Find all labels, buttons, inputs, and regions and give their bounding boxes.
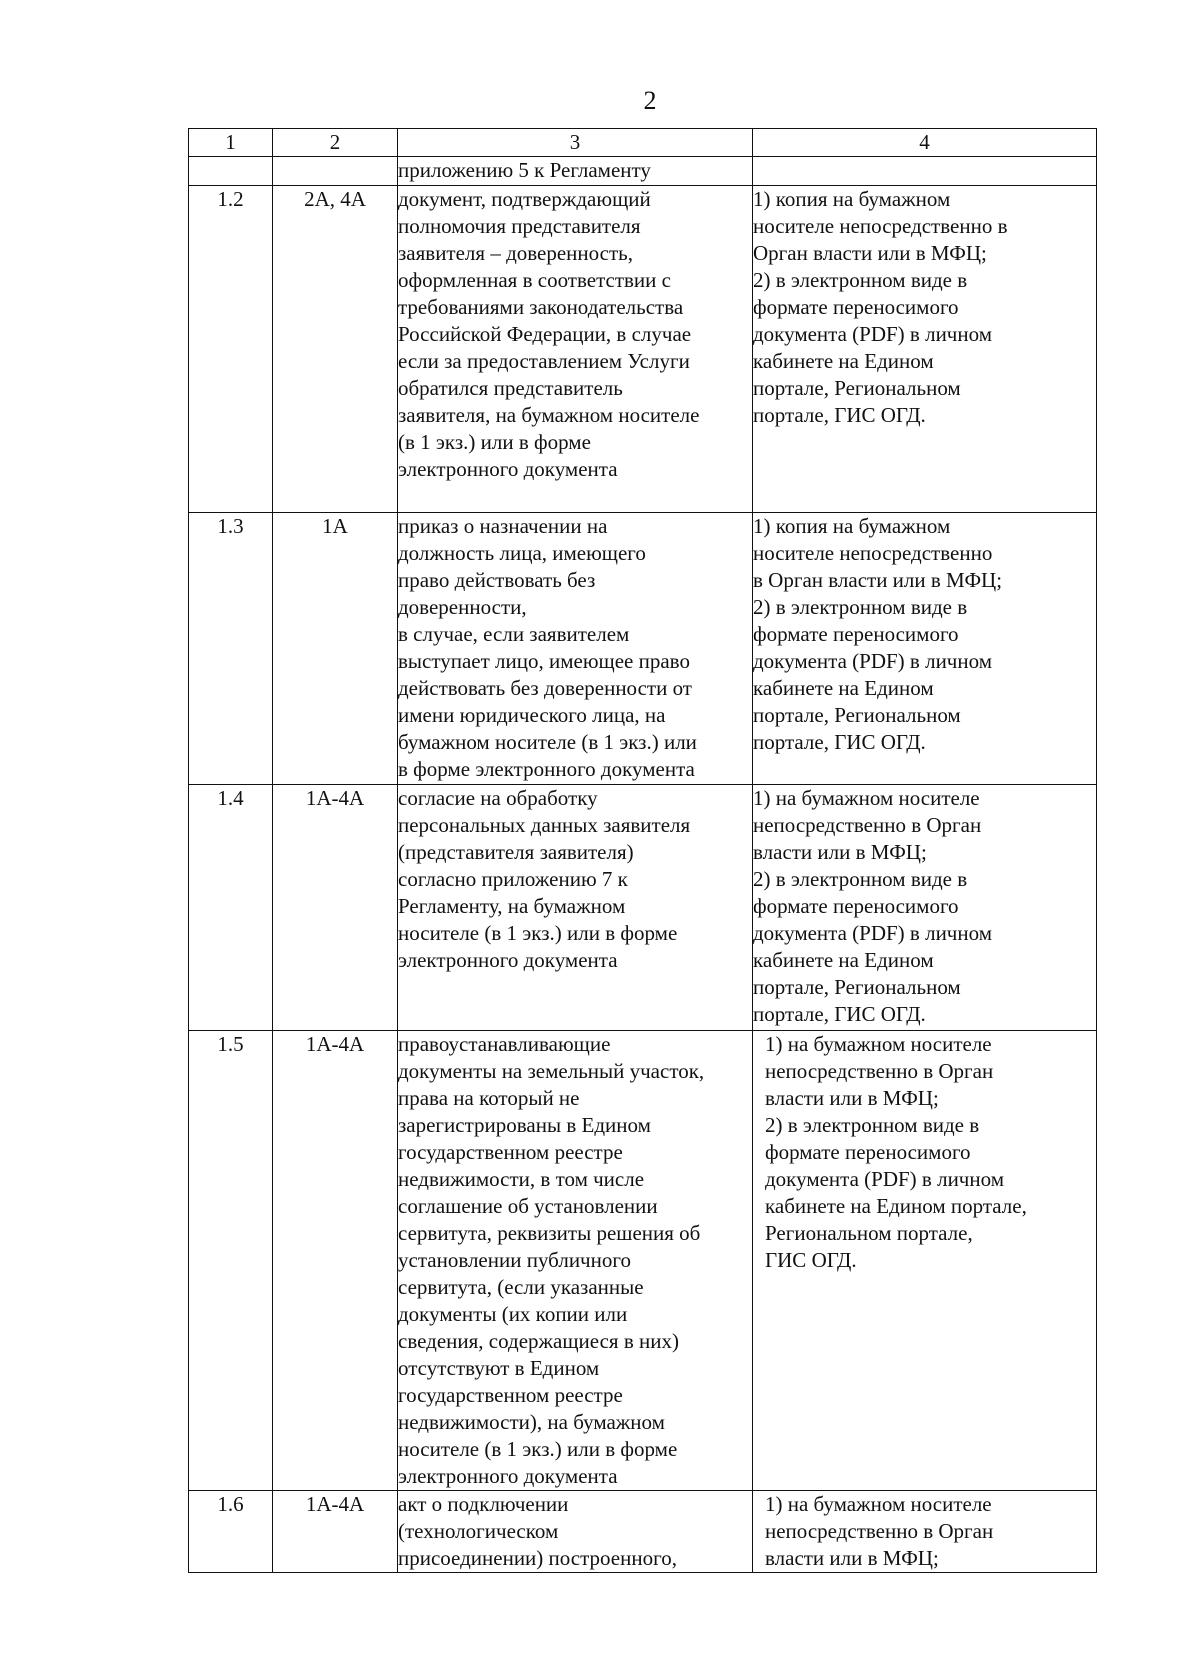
text-line: приложению 5 к Регламенту: [398, 158, 651, 182]
text-line: портале, Региональном: [753, 975, 961, 999]
table-row-1-3: [189, 513, 1097, 785]
row-description-cell: [398, 785, 753, 1031]
text-line: портале, ГИС ОГД.: [753, 730, 926, 754]
text-line: действовать без доверенности от: [398, 676, 692, 700]
text-line: формате переносимого: [753, 894, 959, 918]
text-line: кабинете на Едином: [753, 349, 934, 373]
table-row-1-6: [189, 1491, 1097, 1573]
text-line: присоединении) построенного,: [398, 1546, 677, 1570]
text-line: 1) на бумажном носителе: [765, 1492, 992, 1516]
text-line: документа (PDF) в личном: [753, 322, 992, 346]
column-header-4: 4: [753, 129, 1097, 157]
text-line: Орган власти или в МФЦ;: [753, 241, 987, 265]
text-line: кабинете на Едином: [753, 676, 934, 700]
text-line: Российской Федерации, в случае: [398, 322, 692, 346]
text-line: электронного документа: [398, 1464, 618, 1488]
text-line: заявителя – доверенность,: [398, 241, 634, 265]
text-line: 2) в электронном виде в: [753, 268, 968, 292]
text-line: ГИС ОГД.: [765, 1248, 857, 1272]
text-line: документа (PDF) в личном: [753, 649, 992, 673]
text-line: в форме электронного документа: [398, 757, 695, 781]
text-line: отсутствуют в Едином: [398, 1356, 600, 1380]
text-line: недвижимости), на бумажном: [398, 1410, 665, 1434]
text-line: 1) копия на бумажном: [753, 514, 951, 538]
text-line: документа (PDF) в личном: [765, 1167, 1004, 1191]
text-line: кабинете на Едином портале,: [765, 1194, 1027, 1218]
row-number-cell: [189, 157, 273, 186]
text-line: сервитута, реквизиты решения об: [398, 1221, 701, 1245]
table-row-1-4: [189, 785, 1097, 1031]
text-line: документ, подтверждающий: [398, 187, 651, 211]
row-number-cell: 1.4: [189, 785, 273, 1031]
table-row-1-5: [189, 1031, 1097, 1491]
row-submission-cell: [753, 186, 1097, 513]
text-line: (в 1 экз.) или в форме: [398, 430, 591, 454]
text-line: 1) на бумажном носителе: [753, 786, 980, 810]
column-header-3: 3: [398, 129, 753, 157]
row-description-cell: [398, 157, 753, 186]
row-submission-cell: [753, 157, 1097, 186]
row-submission-cell: [753, 513, 1097, 785]
text-line: портале, ГИС ОГД.: [753, 1002, 926, 1026]
text-line: (представителя заявителя): [398, 840, 634, 864]
row-number-cell: 1.2: [189, 186, 273, 513]
text-line: заявителя, на бумажном носителе: [398, 403, 700, 427]
text-line: должность лица, имеющего: [398, 541, 646, 565]
text-line: Регламенту, на бумажном: [398, 894, 626, 918]
text-line: государственном реестре: [398, 1140, 623, 1164]
text-line: формате переносимого: [753, 622, 959, 646]
text-line: носителе непосредственно в: [753, 214, 1008, 238]
text-line: доверенности,: [398, 595, 527, 619]
text-line: портале, ГИС ОГД.: [753, 403, 926, 427]
text-line: в случае, если заявителем: [398, 622, 630, 646]
text-line: требованиями законодательства: [398, 295, 684, 319]
text-line: сведения, содержащиеся в них): [398, 1329, 679, 1353]
row-codes-cell: 1А-4А: [273, 785, 398, 1031]
text-line: обратился представитель: [398, 376, 623, 400]
row-number-cell: 1.3: [189, 513, 273, 785]
text-line: электронного документа: [398, 948, 618, 972]
text-line: власти или в МФЦ;: [765, 1546, 939, 1570]
row-number-cell: 1.6: [189, 1491, 273, 1573]
text-line: согласно приложению 7 к: [398, 867, 628, 891]
text-line: власти или в МФЦ;: [753, 840, 927, 864]
text-line: права на который не: [398, 1086, 580, 1110]
text-line: недвижимости, в том числе: [398, 1167, 645, 1191]
documents-table: [188, 128, 1097, 1573]
text-line: в Орган власти или в МФЦ;: [753, 568, 1003, 592]
column-header-2: 2: [273, 129, 398, 157]
text-line: 2) в электронном виде в: [765, 1113, 980, 1137]
row-number-cell: 1.5: [189, 1031, 273, 1491]
row-description-cell: [398, 513, 753, 785]
text-line: полномочия представителя: [398, 214, 641, 238]
text-line: кабинете на Едином: [753, 948, 934, 972]
text-line: непосредственно в Орган: [765, 1059, 994, 1083]
text-line: непосредственно в Орган: [753, 813, 982, 837]
row-description-cell: [398, 186, 753, 513]
row-codes-cell: [273, 157, 398, 186]
row-description-cell: [398, 1491, 753, 1573]
text-line: формате переносимого: [765, 1140, 971, 1164]
text-line: акт о подключении: [398, 1492, 569, 1516]
row-submission-cell: [753, 1031, 1097, 1491]
text-line: соглашение об установлении: [398, 1194, 658, 1218]
text-line: документы на земельный участок,: [398, 1059, 705, 1083]
column-header-1: 1: [189, 129, 273, 157]
table-row-1-2: [189, 186, 1097, 513]
text-line: персональных данных заявителя: [398, 813, 691, 837]
text-line: приказ о назначении на: [398, 514, 608, 538]
row-submission-cell: [753, 1491, 1097, 1573]
text-line: правоустанавливающие: [398, 1032, 611, 1056]
text-line: имени юридического лица, на: [398, 703, 666, 727]
text-line: право действовать без: [398, 568, 596, 592]
table-row-continuation: [189, 157, 1097, 186]
row-codes-cell: 1А-4А: [273, 1031, 398, 1491]
header-row: [189, 129, 1097, 157]
text-line: документы (их копии или: [398, 1302, 628, 1326]
text-line: формате переносимого: [753, 295, 959, 319]
page-number: 2: [643, 86, 657, 115]
text-line: носителе непосредственно: [753, 541, 993, 565]
text-line: портале, Региональном: [753, 376, 961, 400]
row-codes-cell: 2А, 4А: [273, 186, 398, 513]
text-line: согласие на обработку: [398, 786, 598, 810]
text-line: непосредственно в Орган: [765, 1519, 994, 1543]
text-line: 2) в электронном виде в: [753, 867, 968, 891]
text-line: носителе (в 1 экз.) или в форме: [398, 921, 678, 945]
row-codes-cell: 1А: [273, 513, 398, 785]
text-line: 1) на бумажном носителе: [765, 1032, 992, 1056]
text-line: выступает лицо, имеющее право: [398, 649, 690, 673]
text-line: зарегистрированы в Едином: [398, 1113, 651, 1137]
text-line: 2) в электронном виде в: [753, 595, 968, 619]
text-line: государственном реестре: [398, 1383, 623, 1407]
text-line: сервитута, (если указанные: [398, 1275, 644, 1299]
text-line: бумажном носителе (в 1 экз.) или: [398, 730, 697, 754]
row-codes-cell: 1А-4А: [273, 1491, 398, 1573]
text-line: носителе (в 1 экз.) или в форме: [398, 1437, 678, 1461]
text-line: (технологическом: [398, 1519, 559, 1543]
text-line: 1) копия на бумажном: [753, 187, 951, 211]
text-line: портале, Региональном: [753, 703, 961, 727]
text-line: власти или в МФЦ;: [765, 1086, 939, 1110]
row-submission-cell: [753, 785, 1097, 1031]
text-line: оформленная в соответствии с: [398, 268, 671, 292]
text-line: установлении публичного: [398, 1248, 631, 1272]
text-line: документа (PDF) в личном: [753, 921, 992, 945]
text-line: если за предоставлением Услуги: [398, 349, 690, 373]
text-line: Региональном портале,: [765, 1221, 973, 1245]
text-line: электронного документа: [398, 457, 618, 481]
row-description-cell: [398, 1031, 753, 1491]
